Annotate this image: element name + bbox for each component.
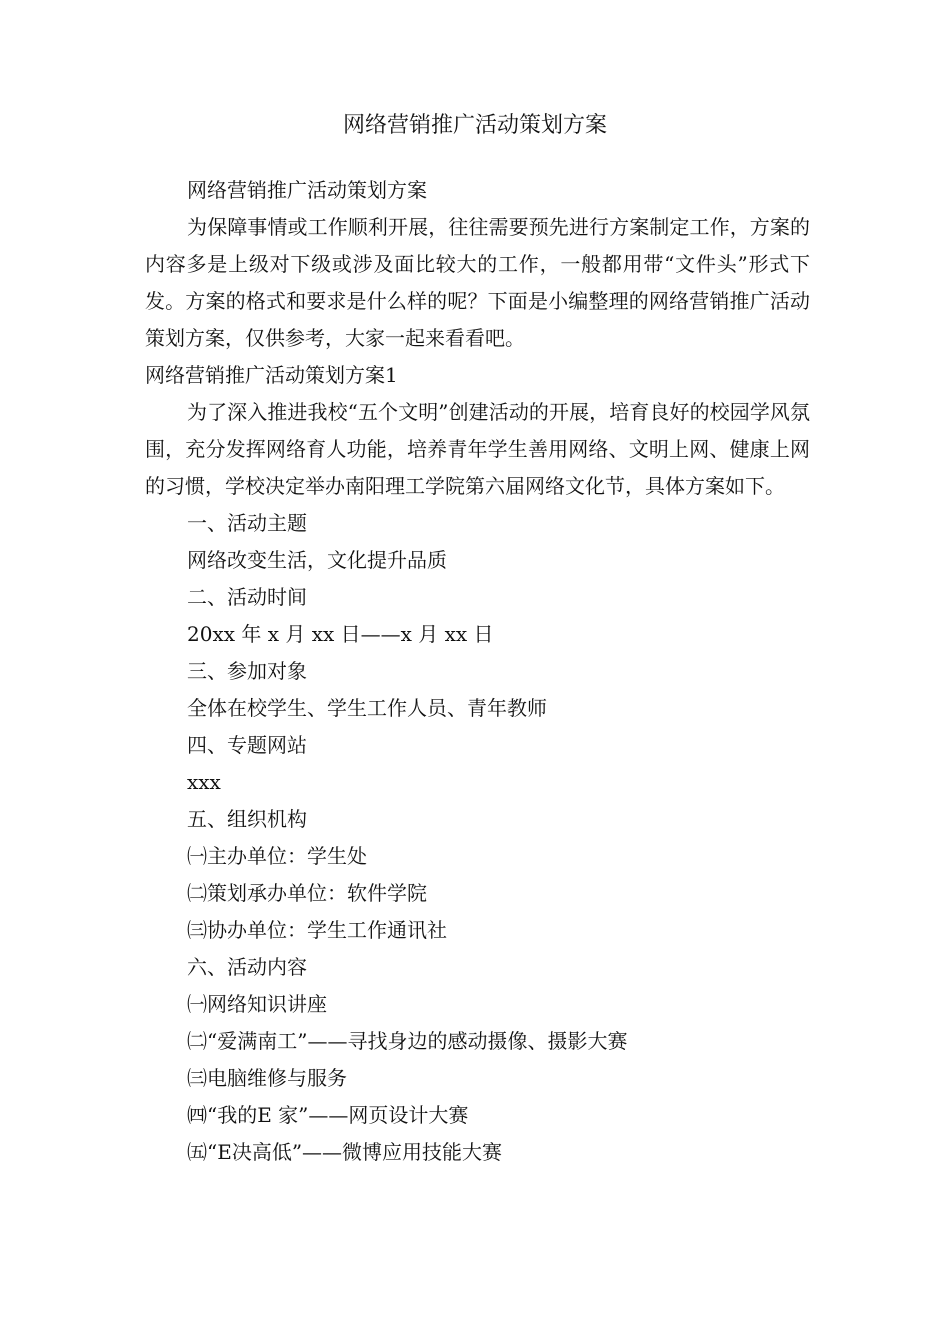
participants-text: 全体在校学生、学生工作人员、青年教师 — [187, 696, 547, 720]
content-item-3: ㈢电脑维修与服务 — [187, 1066, 347, 1090]
heading-theme: 一、活动主题 — [187, 511, 307, 535]
co-organizer-item: ㈢协办单位：学生工作通讯社 — [187, 918, 447, 942]
planner-item: ㈡策划承办单位：软件学院 — [187, 881, 427, 905]
intro-paragraph: 为保障事情或工作顺利开展，往往需要预先进行方案制定工作，方案的内容多是上级对下级或涉及面比较大的工作，一般都用带“文件头”形式下发。方案的格式和要求是什么样的呢？下面是小编整理的网络营销推广活动策划方案，仅供参考，大家一起来看看吧。 — [145, 215, 810, 350]
time-text: 20xx 年 x 月 xx 日——x 月 xx 日 — [187, 622, 494, 646]
heading-content: 六、活动内容 — [187, 955, 307, 979]
section-intro-paragraph: 为了深入推进我校“五个文明”创建活动的开展，培育良好的校园学风氛围，充分发挥网络育人功能，培养青年学生善用网络、文明上网、健康上网的习惯，学校决定举办南阳理工学院第六届网络文化节，具体方案如下。 — [145, 400, 810, 498]
theme-text: 网络改变生活，文化提升品质 — [187, 548, 447, 572]
heading-participants: 三、参加对象 — [187, 659, 307, 683]
heading-organization: 五、组织机构 — [187, 807, 307, 831]
document-title: 网络营销推广活动策划方案 — [342, 113, 607, 138]
document-body — [145, 172, 810, 1171]
section-title: 网络营销推广活动策划方案1 — [145, 363, 398, 387]
content-item-5: ㈤“E决高低”——微博应用技能大赛 — [187, 1140, 503, 1164]
document-subtitle: 网络营销推广活动策划方案 — [187, 178, 427, 202]
content-item-2: ㈡“爱满南工”——寻找身边的感动摄像、摄影大赛 — [187, 1029, 628, 1053]
content-item-4: ㈣“我的E 家”——网页设计大赛 — [187, 1103, 469, 1127]
content-item-1: ㈠网络知识讲座 — [187, 992, 327, 1016]
heading-time: 二、活动时间 — [187, 585, 307, 609]
website-text: xxx — [187, 770, 221, 794]
organizer-item: ㈠主办单位：学生处 — [187, 844, 367, 868]
heading-website: 四、专题网站 — [187, 733, 307, 757]
